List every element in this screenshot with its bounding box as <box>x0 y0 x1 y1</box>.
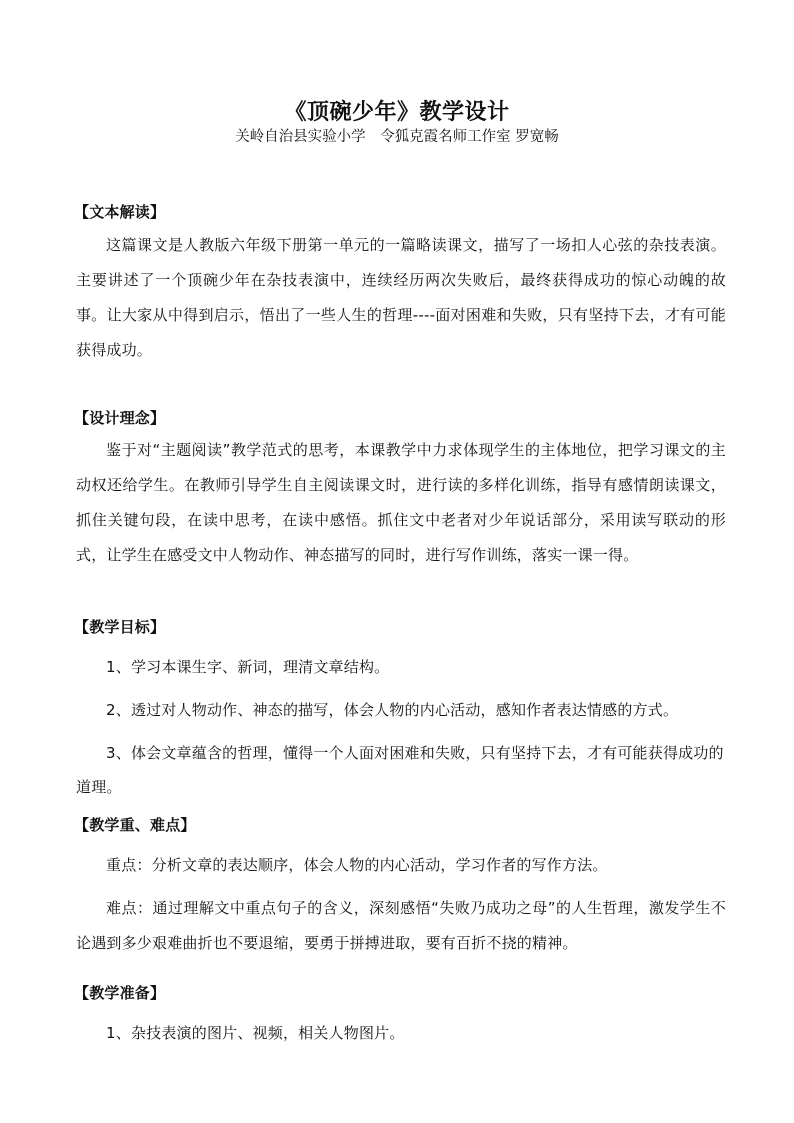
teaching-preparation-heading: 【教学准备】 <box>74 984 166 1002</box>
teaching-goals-heading: 【教学目标】 <box>74 618 166 636</box>
key-difficult-points-heading: 【教学重、难点】 <box>74 816 196 834</box>
document-title: 《顶碗少年》教学设计 <box>284 99 510 125</box>
text-interpretation-heading: 【文本解读】 <box>74 203 166 221</box>
teaching-goal-item: 2、透过对人物动作、神态的描写，体会人物的内心活动，感知作者表达情感的方式。 <box>106 701 679 719</box>
author-info: 关岭自治县实验小学 令狐克霞名师工作室 罗宽畅 <box>235 129 559 145</box>
teaching-goal-item: 3、体会文章蕴含的哲理，懂得一个人面对困难和失败，只有坚持下去，才有可能获得成功的道理。 <box>76 744 724 796</box>
key-point-text: 重点：分析文章的表达顺序，体会人物的内心活动，学习作者的写作方法。 <box>106 856 608 874</box>
teaching-preparation-item: 1、杂技表演的图片、视频，相关人物图片。 <box>106 1024 405 1042</box>
difficult-point-text: 难点：通过理解文中重点句子的含义，深刻感悟“失败乃成功之母”的人生哲理，激发学生不论遇到多少艰难曲折也不要退缩，要勇于拼搏进取，要有百折不挠的精神。 <box>76 899 726 952</box>
design-concept-paragraph: 鉴于对“主题阅读”教学范式的思考，本课教学中力求体现学生的主体地位，把学习课文的主动权还给学生。在教师引导学生自主阅读课文时，进行读的多样化训练，指导有感情朗读课文，抓住关键句段，在读中思考，在读中感悟。抓住文中老者对少年说话部分，采用读写联动的形式，让学生在感受文中人物动作、神态描写的同时，进行写作训练，落实一课一得。 <box>76 441 726 564</box>
text-interpretation-paragraph: 这篇课文是人教版六年级下册第一单元的一篇略读课文，描写了一场扣人心弦的杂技表演。主要讲述了一个顶碗少年在杂技表演中，连续经历两次失败后，最终获得成功的惊心动魄的故事。让大家从中得到启示，悟出了一些人生的哲理----面对困难和失败，只有坚持下去，才有可能获得成功。 <box>76 236 726 359</box>
design-concept-heading: 【设计理念】 <box>74 409 166 427</box>
teaching-goal-item: 1、学习本课生字、新词，理清文章结构。 <box>106 658 390 676</box>
